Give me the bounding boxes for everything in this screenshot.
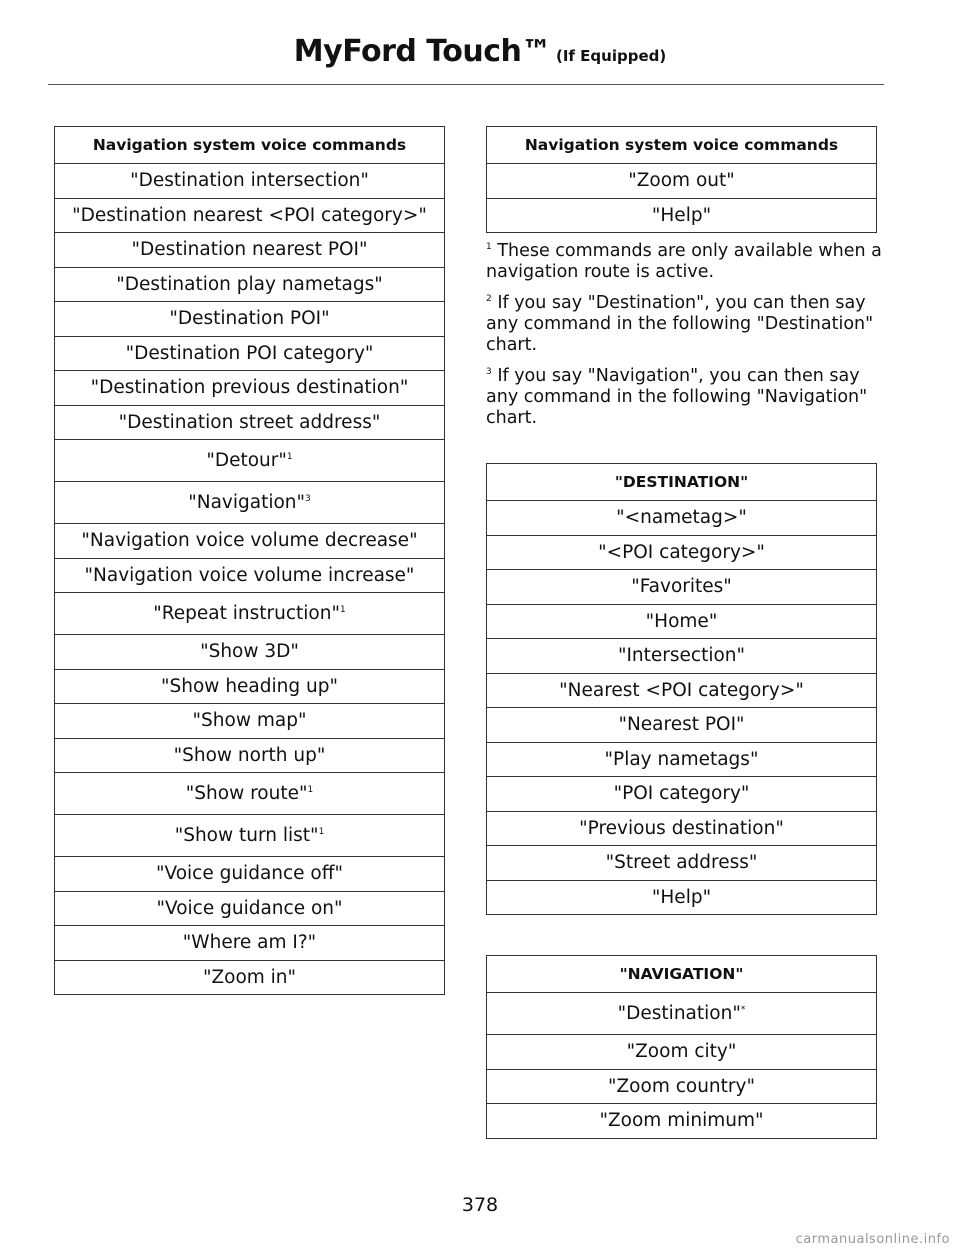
table-row [487,673,877,708]
command-cell [487,708,877,743]
command-text: "Destination nearest <POI category>" [72,204,427,226]
command-cell [487,811,877,846]
navigation-commands-table [486,955,877,1139]
table-row [55,558,445,593]
command-text: "Show heading up" [161,675,338,697]
command-text: "Show turn list" [174,825,319,846]
command-cell [55,593,445,635]
footnote-text: These commands are only available when a navigation route is active. [486,241,882,282]
command-text: "Show north up" [173,744,326,766]
command-text: "Home" [645,610,718,632]
command-cell [487,570,877,605]
command-text: "Repeat instruction" [153,603,340,624]
page-title [0,34,960,69]
page-number: 378 [461,1194,499,1216]
table-row [55,482,445,524]
table-row [487,1035,877,1070]
title-subtitle: (If Equipped) [555,47,667,65]
footnote-ref: 1 [286,451,293,462]
command-text: "Destination previous destination" [90,377,409,399]
command-cell [487,742,877,777]
command-cell [487,1069,877,1104]
command-cell [487,846,877,881]
table-row [55,302,445,337]
table-row [487,1069,877,1104]
footnote [486,241,886,283]
footnote-ref: 1 [307,784,314,795]
command-text: "POI category" [613,783,750,805]
footnotes [486,241,886,439]
table-row [55,405,445,440]
command-text: "Destination POI category" [125,342,374,364]
command-text: "Navigation" [188,492,306,513]
table-row [55,524,445,559]
command-text: "Navigation voice volume decrease" [81,530,418,552]
table-row [487,639,877,674]
command-text: "<nametag>" [616,507,747,529]
command-cell [55,635,445,670]
command-cell [55,926,445,961]
table-row [55,233,445,268]
table-row [55,164,445,199]
command-cell [55,482,445,524]
table-row [55,960,445,995]
table-row [487,846,877,881]
table-row [55,267,445,302]
table-row [487,742,877,777]
command-text: "Destination play nametags" [116,273,383,295]
destination-commands-table [486,463,877,915]
footnote-mark: 1 [486,242,492,253]
voice-commands-table-right [486,126,877,233]
voice-commands-table-left [54,126,445,995]
footnote-mark: 3 [486,367,492,378]
command-cell [55,267,445,302]
footnote-text: If you say "Navigation", you can then say any command in the following "Navigation" chart. [486,366,868,428]
table-heading: Navigation system voice commands [487,127,877,164]
command-cell [487,777,877,812]
table-row [55,371,445,406]
table-row [55,669,445,704]
table-row [55,635,445,670]
command-cell [487,1104,877,1139]
command-cell [487,880,877,915]
footnote-ref: 1 [318,826,325,837]
command-cell [55,960,445,995]
table-row [55,704,445,739]
command-text: "Voice guidance off" [155,863,344,885]
command-text: "Play nametags" [604,748,759,770]
table-row [55,857,445,892]
table-row [55,336,445,371]
table-row [55,773,445,815]
command-text: "Destination nearest POI" [131,239,368,261]
command-text: "Destination street address" [118,411,381,433]
command-cell [487,535,877,570]
table-row [487,570,877,605]
table-row [487,1104,877,1139]
command-cell [55,336,445,371]
command-text: "Intersection" [617,645,746,667]
command-text: "Destination" [617,1003,741,1024]
footnote [486,293,886,356]
command-cell [55,371,445,406]
command-text: "Where am I?" [182,932,317,954]
table-row [487,164,877,199]
watermark: carmanualsonline.info [795,1232,950,1247]
command-cell [55,669,445,704]
command-text: "Help" [651,886,712,908]
command-text: "Show 3D" [200,641,299,663]
table-row [487,777,877,812]
footnote-ref: 1 [339,604,346,615]
table-row [487,198,877,233]
command-cell [55,891,445,926]
command-text: "Navigation voice volume increase" [84,564,415,586]
command-cell [487,673,877,708]
table-row [55,891,445,926]
footnote [486,366,886,429]
command-text: "Show route" [185,783,308,804]
command-cell [55,738,445,773]
table-row [55,198,445,233]
command-text: "Detour" [206,450,287,471]
command-cell [55,524,445,559]
command-cell [487,164,877,199]
table-row [487,535,877,570]
command-cell [55,440,445,482]
command-text: "Destination POI" [169,308,330,330]
command-cell [55,405,445,440]
table-heading: Navigation system voice commands [55,127,445,164]
command-cell [55,233,445,268]
command-text: "Zoom out" [628,170,735,192]
table-row [487,604,877,639]
command-text: "Zoom in" [202,966,297,988]
command-cell [55,198,445,233]
command-cell [55,164,445,199]
table-row [487,501,877,536]
table-row [55,738,445,773]
command-cell [487,604,877,639]
command-text: "Show map" [192,710,307,732]
command-text: "Zoom city" [626,1041,737,1063]
command-text: "Destination intersection" [130,170,369,192]
title-main: MyFord Touch™ [293,34,551,69]
command-cell [487,198,877,233]
command-text: "Favorites" [631,576,732,598]
table-row [55,593,445,635]
command-text: "Previous destination" [579,817,784,839]
footnote-ref: 3 [305,493,311,504]
table-row [487,880,877,915]
command-cell [55,704,445,739]
command-text: "Help" [651,204,712,226]
header-divider [48,84,884,85]
command-text: "Zoom minimum" [599,1110,764,1132]
command-cell [55,558,445,593]
command-text: "Voice guidance on" [156,897,343,919]
table-heading: "DESTINATION" [487,464,877,501]
command-text: "Nearest <POI category>" [559,679,804,701]
command-cell [487,639,877,674]
table-row [487,708,877,743]
command-text: "Zoom country" [608,1075,755,1097]
command-cell [55,857,445,892]
command-cell [55,302,445,337]
footnote-text: If you say "Destination", you can then say any command in the following "Destination" chart. [486,293,874,355]
command-text: "<POI category>" [598,541,765,563]
table-row [487,811,877,846]
table-row [487,993,877,1035]
command-cell [487,501,877,536]
footnote-mark: 2 [486,294,492,305]
command-text: "Street address" [605,852,758,874]
footnote-ref: * [740,1004,746,1015]
table-heading: "NAVIGATION" [487,956,877,993]
command-cell [55,773,445,815]
table-row [55,926,445,961]
command-text: "Nearest POI" [618,714,745,736]
command-cell [55,815,445,857]
table-row [55,440,445,482]
command-cell [487,1035,877,1070]
table-row [55,815,445,857]
command-cell [487,993,877,1035]
